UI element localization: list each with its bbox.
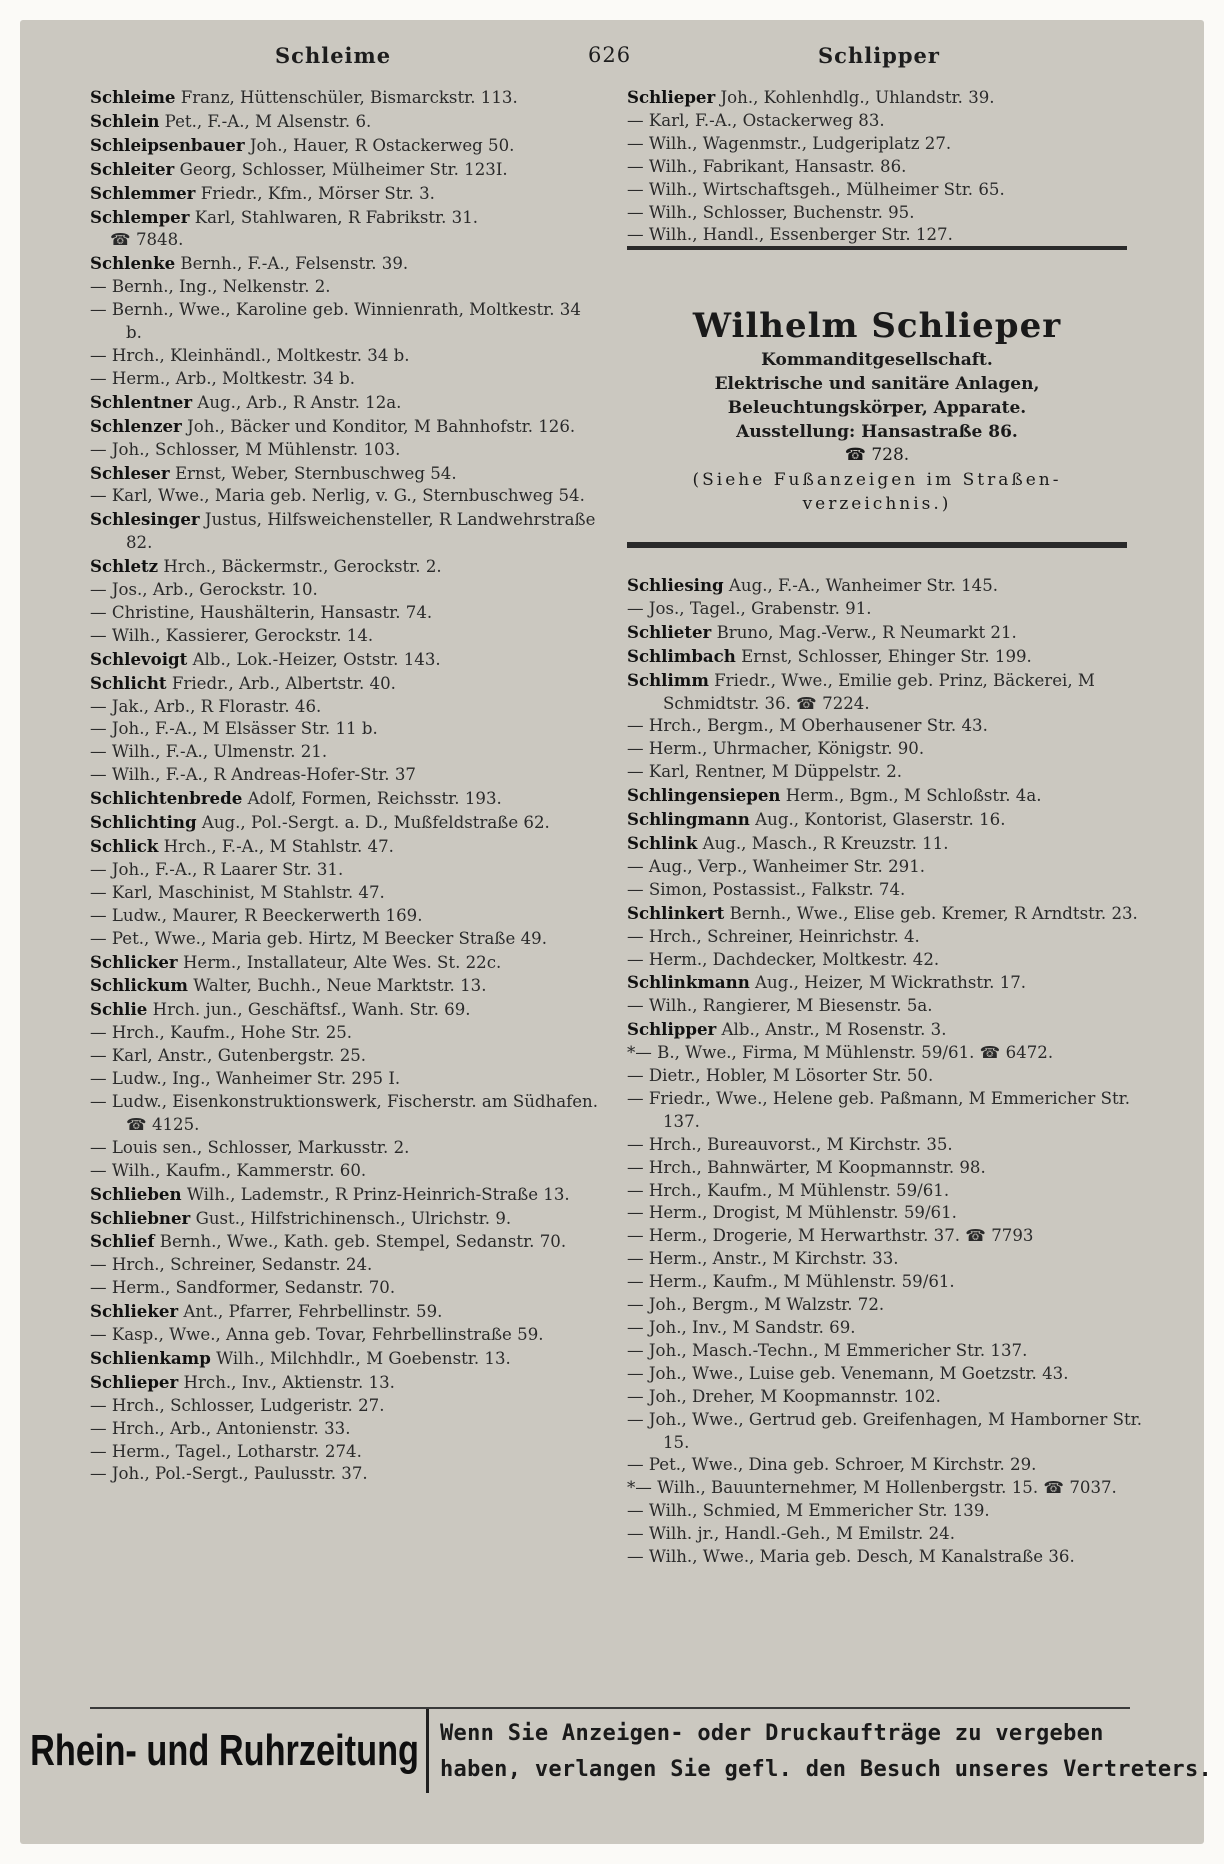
entry-details: — Wilh., F.-A., Ulmenstr. 21. — [90, 742, 328, 762]
directory-entry — [90, 625, 600, 648]
entry-details: Ernst, Weber, Sternbuschweg 54. — [174, 463, 457, 483]
entry-details: — Herm., Drogist, M Mühlenstr. 59/61. — [627, 1203, 957, 1223]
entry-details: Wilh., Milchhdlr., M Goebenstr. 13. — [216, 1348, 511, 1368]
directory-entry — [627, 133, 1147, 156]
directory-entry — [90, 485, 600, 508]
directory-entry — [627, 86, 1147, 110]
entry-surname: Schlingensiepen — [627, 785, 781, 806]
entry-details: — Herm., Kaufm., M Mühlenstr. 59/61. — [627, 1272, 955, 1292]
entry-surname: Schleiter — [90, 158, 175, 179]
directory-entry — [627, 574, 1147, 598]
entry-details: Bruno, Mag.-Verw., R Neumarkt 21. — [716, 622, 1017, 642]
directory-entry — [90, 1068, 600, 1091]
header-right-keyword: Schlipper — [818, 43, 940, 68]
entry-details: Joh., Hauer, R Ostackerweg 50. — [249, 135, 515, 155]
entry-details: — Wilh., Wwe., Maria geb. Desch, M Kanalstraße 36. — [627, 1547, 1075, 1567]
footer-ad-line-1: Wenn Sie Anzeigen- oder Druckaufträge zu vergeben — [440, 1721, 1104, 1746]
entry-surname: Schlichtenbrede — [90, 788, 243, 809]
directory-entry — [90, 555, 600, 579]
directory-entry — [627, 1134, 1147, 1157]
directory-entry — [90, 718, 600, 741]
entry-details: Gust., Hilfstrichinensch., Ulrichstr. 9. — [195, 1208, 512, 1228]
directory-entry — [627, 1088, 1147, 1134]
directory-entry — [90, 602, 600, 625]
entry-details: — Karl, F.-A., Ostackerweg 83. — [627, 110, 885, 130]
entry-details: — Aug., Verp., Wanheimer Str. 291. — [627, 856, 926, 876]
entry-details: — Pet., Wwe., Maria geb. Hirtz, M Beecker Straße 49. — [90, 928, 547, 948]
entry-surname: Schlieben — [90, 1183, 182, 1204]
directory-entry — [627, 902, 1147, 926]
entry-details: — Joh., Inv., M Sandstr. 69. — [627, 1318, 856, 1337]
entry-details: — Herm., Tagel., Lotharstr. 274. — [90, 1441, 362, 1461]
entry-details: Hrch., Bäckermstr., Gerockstr. 2. — [163, 557, 442, 577]
directory-entry — [90, 974, 600, 998]
directory-entry — [627, 1202, 1147, 1225]
directory-entry — [90, 345, 600, 368]
entry-details: — Kasp., Wwe., Anna geb. Tovar, Fehrbellinstraße 59. — [90, 1325, 544, 1345]
directory-entry — [627, 110, 1147, 133]
directory-entry — [627, 995, 1147, 1018]
directory-entry — [90, 1277, 600, 1300]
entry-details: Ant., Pfarrer, Fehrbellinstr. 59. — [183, 1302, 443, 1322]
entry-details: — Wilh., Wirtschaftsgeh., Mülheimer Str. 65. — [627, 179, 1005, 199]
entry-details: Bernh., Wwe., Elise geb. Kremer, R Arndtstr. 23. — [729, 903, 1138, 923]
entry-details: — Hrch., Schlosser, Ludgeristr. 27. — [90, 1395, 385, 1415]
directory-entry — [627, 1523, 1147, 1546]
entry-surname: Schleime — [90, 87, 176, 107]
directory-entry — [90, 229, 600, 252]
directory-entry — [90, 252, 600, 276]
entry-details: — Joh., Masch.-Techn., M Emmericher Str. 137. — [627, 1340, 1028, 1360]
directory-entry — [90, 696, 600, 719]
entry-details: — Christine, Haushälterin, Hansastr. 74. — [90, 602, 433, 622]
directory-entry — [627, 879, 1147, 902]
directory-entry — [90, 1254, 600, 1277]
entry-details: — Karl, Rentner, M Düppelstr. 2. — [627, 762, 903, 782]
entry-details: Walter, Buchh., Neue Marktstr. 13. — [193, 976, 487, 996]
directory-entry — [627, 1317, 1147, 1340]
entry-surname: Schlichting — [90, 812, 197, 833]
entry-details: — Bernh., Wwe., Karoline geb. Winnienrath, Moltkestr. 34 b. — [90, 300, 581, 343]
header-left-keyword: Schleime — [275, 43, 392, 68]
directory-entry — [627, 971, 1147, 995]
entry-details: — Wilh. jr., Handl.-Geh., M Emilstr. 24. — [627, 1524, 955, 1544]
entry-surname: Schlienkamp — [90, 1347, 211, 1368]
directory-entry — [90, 158, 600, 182]
directory-entry — [627, 715, 1147, 738]
directory-entry — [90, 1441, 600, 1464]
entry-details: Aug., Masch., R Kreuzstr. 11. — [702, 833, 949, 853]
entry-details: — Jak., Arb., R Florastr. 46. — [90, 696, 322, 716]
advert-bottom-rule — [627, 542, 1127, 548]
entry-details: Karl, Stahlwaren, R Fabrikstr. 31. — [194, 207, 479, 227]
directory-entry — [90, 1371, 600, 1395]
directory-entry — [627, 598, 1147, 621]
entry-details: Aug., Heizer, M Wickrathstr. 17. — [755, 973, 1027, 993]
entry-details: — Wilh., Schlosser, Buchenstr. 95. — [627, 202, 915, 222]
entry-surname: Schlie — [90, 999, 148, 1020]
entry-details: Joh., Kohlenhdlg., Uhlandstr. 39. — [720, 88, 995, 107]
entry-details: — Hrch., Schreiner, Heinrichstr. 4. — [627, 926, 920, 946]
directory-entry — [627, 1018, 1147, 1042]
entry-surname: Schlevoigt — [90, 648, 188, 669]
advert-line-2: Beleuchtungskörper, Apparate. — [727, 398, 1027, 418]
entry-details: — Wilh., Kassierer, Gerockstr. 14. — [90, 625, 374, 645]
directory-entry — [627, 1363, 1147, 1386]
entry-details: — Hrch., Schreiner, Sedanstr. 24. — [90, 1255, 373, 1275]
entry-details: *— Wilh., Bauunternehmer, M Hollenbergstr. 15. ☎ 7037. — [627, 1478, 1117, 1498]
entry-surname: Schlick — [90, 836, 159, 856]
directory-entry — [627, 202, 1147, 225]
directory-entry — [627, 1225, 1147, 1248]
entry-details: Hrch., F.-A., M Stahlstr. 47. — [163, 837, 394, 856]
directory-entry — [90, 859, 600, 882]
directory-entry — [90, 579, 600, 602]
entry-details: — Wilh., F.-A., R Andreas-Hofer-Str. 37 — [90, 765, 416, 785]
entry-surname: Schlemper — [90, 206, 190, 227]
entry-details: — Karl, Maschinist, M Stahlstr. 47. — [90, 882, 385, 902]
left-column — [90, 86, 600, 1486]
entry-details: — Pet., Wwe., Dina geb. Schroer, M Kirchstr. 29. — [627, 1455, 1037, 1475]
entry-details: — Wilh., Rangierer, M Biesenstr. 5a. — [627, 996, 933, 1016]
entry-surname: Schlieter — [627, 621, 712, 642]
right-column-bottom-entries — [627, 574, 1147, 1569]
entry-details: Friedr., Arb., Albertstr. 40. — [171, 673, 396, 693]
entry-surname: Schlentner — [90, 391, 193, 412]
advert-note-1: (Siehe Fußanzeigen im Straßen- — [692, 470, 1062, 490]
directory-entry — [90, 764, 600, 787]
directory-entry — [90, 86, 600, 110]
directory-entry — [90, 1324, 600, 1347]
entry-details: Aug., Kontorist, Glaserstr. 16. — [755, 810, 1006, 830]
entry-surname: Schlinkmann — [627, 972, 750, 993]
directory-entry — [627, 1294, 1147, 1317]
entry-details: — Joh., Pol.-Sergt., Paulusstr. 37. — [90, 1464, 368, 1484]
directory-entry — [90, 206, 600, 230]
entry-details: — Hrch., Bergm., M Oberhausener Str. 43. — [627, 716, 988, 736]
entry-details: — Joh., Wwe., Luise geb. Venemann, M Goetzstr. 43. — [627, 1363, 1069, 1383]
entry-details: — Wilh., Schmied, M Emmericher Str. 139. — [627, 1501, 990, 1521]
entry-details: — Hrch., Kaufm., Hohe Str. 25. — [90, 1023, 353, 1043]
directory-entry — [627, 224, 1147, 247]
advert-company-name: Wilhelm Schlieper — [692, 306, 1062, 346]
entry-details: — Hrch., Bureauvorst., M Kirchstr. 35. — [627, 1134, 953, 1154]
entry-details: Alb., Lok.-Heizer, Oststr. 143. — [192, 649, 441, 669]
directory-entry — [627, 856, 1147, 879]
advert-company-type: Kommanditgesellschaft. — [761, 350, 993, 370]
directory-entry — [627, 1409, 1147, 1455]
entry-details: Aug., Pol.-Sergt. a. D., Mußfeldstraße 62. — [201, 813, 550, 833]
entry-details: — Joh., Bergm., M Walzstr. 72. — [627, 1295, 885, 1315]
directory-entry — [90, 299, 600, 345]
advert-note-2: verzeichnis.) — [802, 494, 952, 514]
directory-entry — [90, 276, 600, 299]
entry-surname: Schlicht — [90, 672, 167, 693]
right-column — [627, 86, 1147, 247]
entry-details: — Herm., Anstr., M Kirchstr. 33. — [627, 1249, 899, 1269]
directory-entry — [90, 368, 600, 391]
directory-entry — [90, 391, 600, 415]
directory-entry — [90, 508, 600, 555]
entry-details: — Hrch., Kleinhändl., Moltkestr. 34 b. — [90, 345, 410, 365]
directory-entry — [627, 832, 1147, 856]
entry-details: — Karl, Anstr., Gutenbergstr. 25. — [90, 1046, 367, 1066]
entry-details: — Dietr., Hobler, M Lösorter Str. 50. — [627, 1066, 934, 1086]
directory-entry — [90, 1137, 600, 1160]
entry-details: Friedr., Wwe., Emilie geb. Prinz, Bäckerei, M Schmidtstr. 36. ☎ 7224. — [663, 670, 1095, 713]
entry-surname: Schleipsenbauer — [90, 134, 245, 155]
entry-surname: Schletz — [90, 556, 159, 577]
entry-details: — Joh., F.-A., M Elsässer Str. 11 b. — [90, 719, 378, 739]
directory-entry — [90, 1207, 600, 1231]
entry-surname: Schlein — [90, 110, 160, 131]
entry-surname: Schlesinger — [90, 509, 200, 530]
entry-details: — Joh., F.-A., R Laarer Str. 31. — [90, 859, 344, 879]
entry-details: — Hrch., Kaufm., M Mühlenstr. 59/61. — [627, 1180, 950, 1200]
directory-entry — [627, 1157, 1147, 1180]
entry-details: Aug., F.-A., Wanheimer Str. 145. — [728, 576, 999, 595]
entry-details: — Bernh., Ing., Nelkenstr. 2. — [90, 277, 331, 297]
directory-entry — [627, 621, 1147, 645]
directory-entry — [627, 761, 1147, 784]
directory-entry — [90, 672, 600, 696]
entry-details: — Hrch., Arb., Antonienstr. 33. — [90, 1418, 351, 1438]
entry-surname: Schliebner — [90, 1207, 191, 1228]
entry-details: — Wilh., Kaufm., Kammerstr. 60. — [90, 1160, 367, 1180]
entry-details: — Jos., Tagel., Grabenstr. 91. — [627, 598, 872, 618]
entry-details: Adolf, Formen, Reichsstr. 193. — [247, 789, 502, 809]
footer-ad-brand: Rhein- und Ruhrzeitung — [30, 1726, 420, 1775]
directory-entry — [90, 1418, 600, 1441]
directory-entry — [90, 439, 600, 462]
entry-surname: Schlieker — [90, 1301, 179, 1322]
directory-entry — [627, 179, 1147, 202]
directory-entry — [90, 1183, 600, 1207]
entry-surname: Schlinkert — [627, 902, 725, 923]
directory-entry — [627, 1065, 1147, 1088]
directory-entry — [627, 1477, 1147, 1500]
entry-details: Aug., Arb., R Anstr. 12a. — [197, 392, 402, 412]
directory-entry — [90, 1160, 600, 1183]
right-column-top-entries — [627, 86, 1147, 247]
entry-details: — Wilh., Handl., Essenberger Str. 127. — [627, 225, 953, 245]
entry-details: Bernh., F.-A., Felsenstr. 39. — [180, 254, 409, 274]
entry-details: Friedr., Kfm., Mörser Str. 3. — [200, 183, 435, 203]
footer-ad-line-2: haben, verlangen Sie gefl. den Besuch unseres Vertreters. — [440, 1757, 1213, 1782]
entry-details: — Wilh., Wagenmstr., Ludgeriplatz 27. — [627, 133, 952, 153]
directory-entry — [90, 1395, 600, 1418]
directory-entry — [90, 1091, 600, 1137]
directory-entry — [90, 182, 600, 206]
entry-details: — Herm., Sandformer, Sedanstr. 70. — [90, 1278, 396, 1298]
directory-entry — [627, 738, 1147, 761]
directory-entry — [90, 835, 600, 859]
directory-entry — [627, 1180, 1147, 1203]
entry-details: — Louis sen., Schlosser, Markusstr. 2. — [90, 1137, 410, 1157]
footer-ad-divider — [426, 1709, 429, 1793]
entry-surname: Schleser — [90, 462, 170, 483]
directory-entry — [90, 1463, 600, 1486]
entry-details: *— B., Wwe., Firma, M Mühlenstr. 59/61. ☎ 6472. — [627, 1043, 1054, 1063]
advertisement-wilhelm-schlieper — [627, 246, 1127, 550]
entry-details: — Herm., Uhrmacher, Königstr. 90. — [627, 739, 925, 759]
directory-entry — [90, 110, 600, 134]
entry-details: Franz, Hüttenschüler, Bismarckstr. 113. — [180, 88, 518, 107]
entry-surname: Schlimbach — [627, 645, 736, 666]
entry-details: — Joh., Dreher, M Koopmannstr. 102. — [627, 1386, 941, 1406]
entry-surname: Schlink — [627, 832, 698, 853]
entry-surname: Schlenke — [90, 253, 176, 274]
entry-details: ☎ 7848. — [110, 230, 184, 250]
directory-entry — [90, 787, 600, 811]
entry-details: Pet., F.-A., M Alsenstr. 6. — [164, 111, 372, 131]
entry-details: — Wilh., Fabrikant, Hansastr. 86. — [627, 156, 907, 176]
entry-details: Herm., Installateur, Alte Wes. St. 22c. — [182, 952, 502, 972]
entry-details: — Karl, Wwe., Maria geb. Nerlig, v. G., Sternbuschweg 54. — [90, 486, 585, 506]
entry-surname: Schlipper — [627, 1019, 717, 1040]
advert-line-1: Elektrische und sanitäre Anlagen, — [714, 374, 1040, 394]
entry-details: — Herm., Drogerie, M Herwarthstr. 37. ☎ 7793 — [627, 1226, 1034, 1246]
directory-entry — [627, 926, 1147, 949]
entry-surname: Schlimm — [627, 669, 709, 690]
directory-entry — [627, 949, 1147, 972]
advert-line-3: Ausstellung: Hansastraße 86. — [736, 422, 1018, 442]
advert-top-rule — [627, 246, 1127, 250]
directory-entry — [627, 1248, 1147, 1271]
entry-details: — Herm., Dachdecker, Moltkestr. 42. — [627, 949, 940, 969]
entry-details: — Joh., Schlosser, M Mühlenstr. 103. — [90, 439, 401, 459]
entry-details: — Ludw., Maurer, R Beeckerwerth 169. — [90, 905, 423, 925]
entry-details: — Ludw., Ing., Wanheimer Str. 295 I. — [90, 1069, 401, 1089]
entry-details: Alb., Anstr., M Rosenstr. 3. — [721, 1020, 947, 1040]
directory-entry — [90, 648, 600, 672]
directory-entry — [90, 1230, 600, 1254]
entry-details: — Simon, Postassist., Falkstr. 74. — [627, 879, 906, 899]
directory-entry — [627, 669, 1147, 716]
directory-entry — [90, 882, 600, 905]
entry-surname: Schliesing — [627, 575, 724, 595]
entry-details: — Jos., Arb., Gerockstr. 10. — [90, 580, 318, 600]
directory-entry — [627, 1042, 1147, 1065]
entry-details: — Herm., Arb., Moltkestr. 34 b. — [90, 368, 355, 388]
directory-entry — [627, 1500, 1147, 1523]
entry-surname: Schlieper — [627, 87, 716, 107]
entry-details: — Joh., Wwe., Gertrud geb. Greifenhagen, M Hamborner Str. 15. — [627, 1409, 1142, 1452]
directory-entry — [627, 1546, 1147, 1569]
entry-details: Joh., Bäcker und Konditor, M Bahnhofstr. 126. — [187, 416, 576, 436]
directory-entry — [90, 998, 600, 1022]
entry-surname: Schlickum — [90, 975, 188, 996]
directory-entry — [90, 1045, 600, 1068]
directory-entry — [627, 1386, 1147, 1409]
entry-details: Hrch. jun., Geschäftsf., Wanh. Str. 69. — [152, 1000, 471, 1020]
directory-entry — [90, 134, 600, 158]
entry-details: — Ludw., Eisenkonstruktionswerk, Fischerstr. am Südhafen. ☎ 4125. — [90, 1091, 599, 1134]
directory-entry — [90, 1300, 600, 1324]
directory-entry — [90, 928, 600, 951]
entry-surname: Schlenzer — [90, 415, 182, 436]
entry-details: Georg, Schlosser, Mülheimer Str. 123I. — [179, 159, 508, 179]
entry-surname: Schlieper — [90, 1371, 179, 1392]
directory-entry — [90, 951, 600, 975]
entry-details: Bernh., Wwe., Kath. geb. Stempel, Sedanstr. 70. — [159, 1232, 567, 1252]
entry-surname: Schlief — [90, 1231, 155, 1252]
entry-details: Hrch., Inv., Aktienstr. 13. — [183, 1372, 395, 1392]
directory-entry — [627, 784, 1147, 808]
entry-details: — Hrch., Bahnwärter, M Koopmannstr. 98. — [627, 1157, 986, 1177]
directory-entry — [627, 645, 1147, 669]
directory-entry — [627, 1340, 1147, 1363]
entry-details: Herm., Bgm., M Schloßstr. 4a. — [785, 786, 1042, 806]
footer-advertisement — [30, 1707, 1213, 1795]
entry-surname: Schlemmer — [90, 182, 196, 203]
directory-entry — [90, 1347, 600, 1371]
directory-entry — [627, 1454, 1147, 1477]
directory-entry — [90, 462, 600, 486]
directory-entry — [90, 905, 600, 928]
page-number: 626 — [588, 43, 632, 67]
directory-entry — [90, 415, 600, 439]
entry-details: Ernst, Schlosser, Ehinger Str. 199. — [741, 646, 1032, 666]
entry-details: Justus, Hilfsweichensteller, R Landwehrstraße 82. — [126, 510, 596, 553]
directory-entry — [627, 156, 1147, 179]
directory-entry — [627, 1271, 1147, 1294]
entry-details: — Friedr., Wwe., Helene geb. Paßmann, M Emmericher Str. 137. — [627, 1088, 1130, 1131]
entry-surname: Schlingmann — [627, 809, 750, 830]
directory-entry — [90, 741, 600, 764]
entry-details: Wilh., Lademstr., R Prinz-Heinrich-Straße 13. — [186, 1184, 570, 1204]
directory-entry — [90, 1022, 600, 1045]
directory-entry — [90, 811, 600, 835]
advert-phone: ☎ 728. — [844, 445, 910, 465]
directory-entry — [627, 808, 1147, 832]
entry-surname: Schlicker — [90, 951, 178, 972]
